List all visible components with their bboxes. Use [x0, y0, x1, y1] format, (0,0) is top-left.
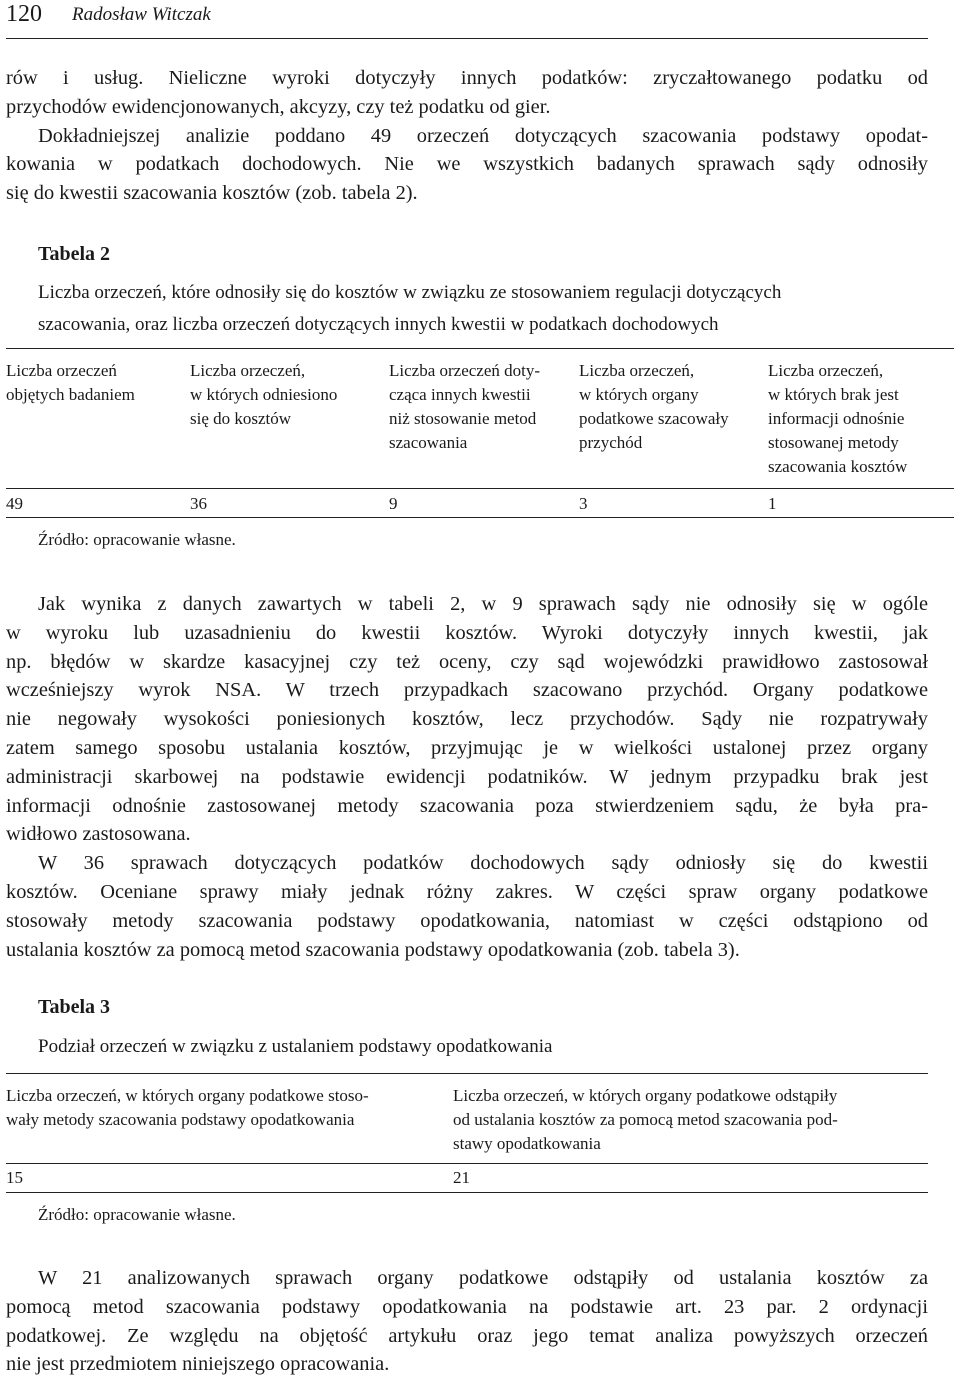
text-line: zatem samego sposobu ustalania kosztów, przyjmując je w wielkości ustalonej przez organy [6, 736, 928, 759]
intro-paragraph [6, 64, 928, 208]
text-line: rów i usług. Nieliczne wyroki dotyczyły innych podatków: zryczałtowanego podatku od [6, 67, 928, 89]
text-line: kosztów. Oceniane sprawy miały jednak różny zakres. W części spraw organy podatkowe [6, 880, 928, 903]
caption-line: Podział orzeczeń w związku z ustalaniem podstawy opodatkowania [38, 1036, 553, 1057]
text-line: np. błędów w skardze kasacyjnej czy też oceny, czy sąd wojewódzki prawidłowo zastosował [6, 650, 928, 673]
text-line: przychodów ewidencjonowanych, akcyzy, czy też podatku od gier. [6, 95, 551, 118]
text-line: administracji skarbowej na podstawie ewidencji podatników. W jednym przypadku brak jest [6, 765, 928, 788]
page-number: 120 [6, 1, 42, 27]
table3-title: Tabela 3 [38, 996, 111, 1018]
table2-header-other: Liczba orzeczeń doty- cząca innych kwestii niż stosowanie metod szacowania [389, 361, 541, 452]
text-line: podatkowej. Ze względu na objętość artykułu oraz jego temat analiza powyższych orzeczeń [6, 1324, 928, 1347]
table2-title: Tabela 2 [38, 243, 111, 265]
table2-source: Źródło: opracowanie własne. [38, 530, 236, 549]
table3-value-estimated: 15 [6, 1168, 23, 1187]
text-line: W 36 sprawach dotyczących podatków dochodowych sądy odniosły się do kwestii [38, 852, 928, 875]
table2-value-total: 49 [6, 494, 23, 513]
running-author: Radosław Witczak [72, 4, 211, 25]
text-line: pomocą metod szacowania podstawy opodatkowania na podstawie art. 23 par. 2 ordynacji [6, 1295, 928, 1318]
table2-header-total: Liczba orzeczeń objętych badaniem [6, 361, 135, 404]
table2-value-costs: 36 [190, 494, 207, 513]
text-line: stosowały metody szacowania podstawy opodatkowania, natomiast w części odstąpiono od [6, 909, 928, 932]
text-line: nie jest przedmiotem niniejszego opracowania. [6, 1353, 390, 1376]
table3-value-abandoned: 21 [453, 1168, 470, 1187]
text-line: ustalania kosztów za pomocą metod szacowania podstawy opodatkowania (zob. tabela 3). [6, 938, 740, 961]
table3-header-abandoned: Liczba orzeczeń, w których organy podatkowe odstąpiły od ustalania kosztów za pomocą metod szacowania pod- stawy opodatkowania [453, 1086, 838, 1153]
table2-header-rule [6, 488, 954, 489]
table3-top-rule [6, 1073, 928, 1074]
text-line: Dokładniejszej analizie poddano 49 orzeczeń dotyczących szacowania podstawy opodat- [38, 124, 928, 147]
caption-line: szacowania, oraz liczba orzeczeń dotyczących innych kwestii w podatkach dochodowych [38, 314, 719, 335]
text-line: się do kwestii szacowania kosztów (zob. tabela 2). [6, 182, 418, 205]
table3-caption [38, 1031, 928, 1063]
table2-header-no-info: Liczba orzeczeń, w których brak jest informacji odnośnie stosowanej metody szacowania kosztów [768, 361, 908, 476]
table2-header-costs: Liczba orzeczeń, w których odniesiono się do kosztów [190, 361, 338, 428]
table3-header-rule [6, 1163, 928, 1164]
caption-line: Liczba orzeczeń, które odnosiły się do kosztów w związku ze stosowaniem regulacji dotyczących [38, 282, 782, 303]
text-line: widłowo zastosowana. [6, 823, 191, 846]
body-paragraph-1 [6, 590, 928, 964]
text-line: informacji odnośnie zastosowanej metody szacowania poza stwierdzeniem sądu, że była pra- [6, 794, 928, 817]
table2-header-revenue: Liczba orzeczeń, w których organy podatkowe szacowały przychód [579, 361, 729, 452]
text-line: w wyroku lub uzasadnieniu do kwestii kosztów. Wyroki dotyczyły innych kwestii, jak [6, 621, 928, 644]
table3-bottom-rule [6, 1192, 928, 1193]
table2-caption [38, 277, 928, 341]
text-line: nie negowały wysokości poniesionych kosztów, lecz przychodów. Sądy nie rozpatrywały [6, 708, 928, 731]
running-header [6, 0, 928, 39]
table3-header-estimated: Liczba orzeczeń, w których organy podatkowe stoso- wały metody szacowania podstawy opodatkowania [6, 1086, 369, 1129]
text-line: W 21 analizowanych sprawach organy podatkowe odstąpiły od ustalania kosztów za [38, 1267, 928, 1289]
text-line: kowania w podatkach dochodowych. Nie we wszystkich badanych sprawach sądy odnosiły [6, 153, 928, 176]
body-paragraph-2 [6, 1264, 928, 1379]
table2-bottom-rule [6, 517, 954, 518]
table2-value-other: 9 [389, 494, 398, 513]
table2-value-no-info: 1 [768, 494, 777, 513]
table3-source: Źródło: opracowanie własne. [38, 1205, 236, 1224]
text-line: Jak wynika z danych zawartych w tabeli 2, w 9 sprawach sądy nie odnosiły się w ogóle [38, 593, 928, 615]
table2-top-rule [6, 348, 954, 349]
text-line: wcześniejszy wyrok NSA. W trzech przypadkach szacowano przychód. Organy podatkowe [6, 679, 928, 702]
table2-value-revenue: 3 [579, 494, 588, 513]
